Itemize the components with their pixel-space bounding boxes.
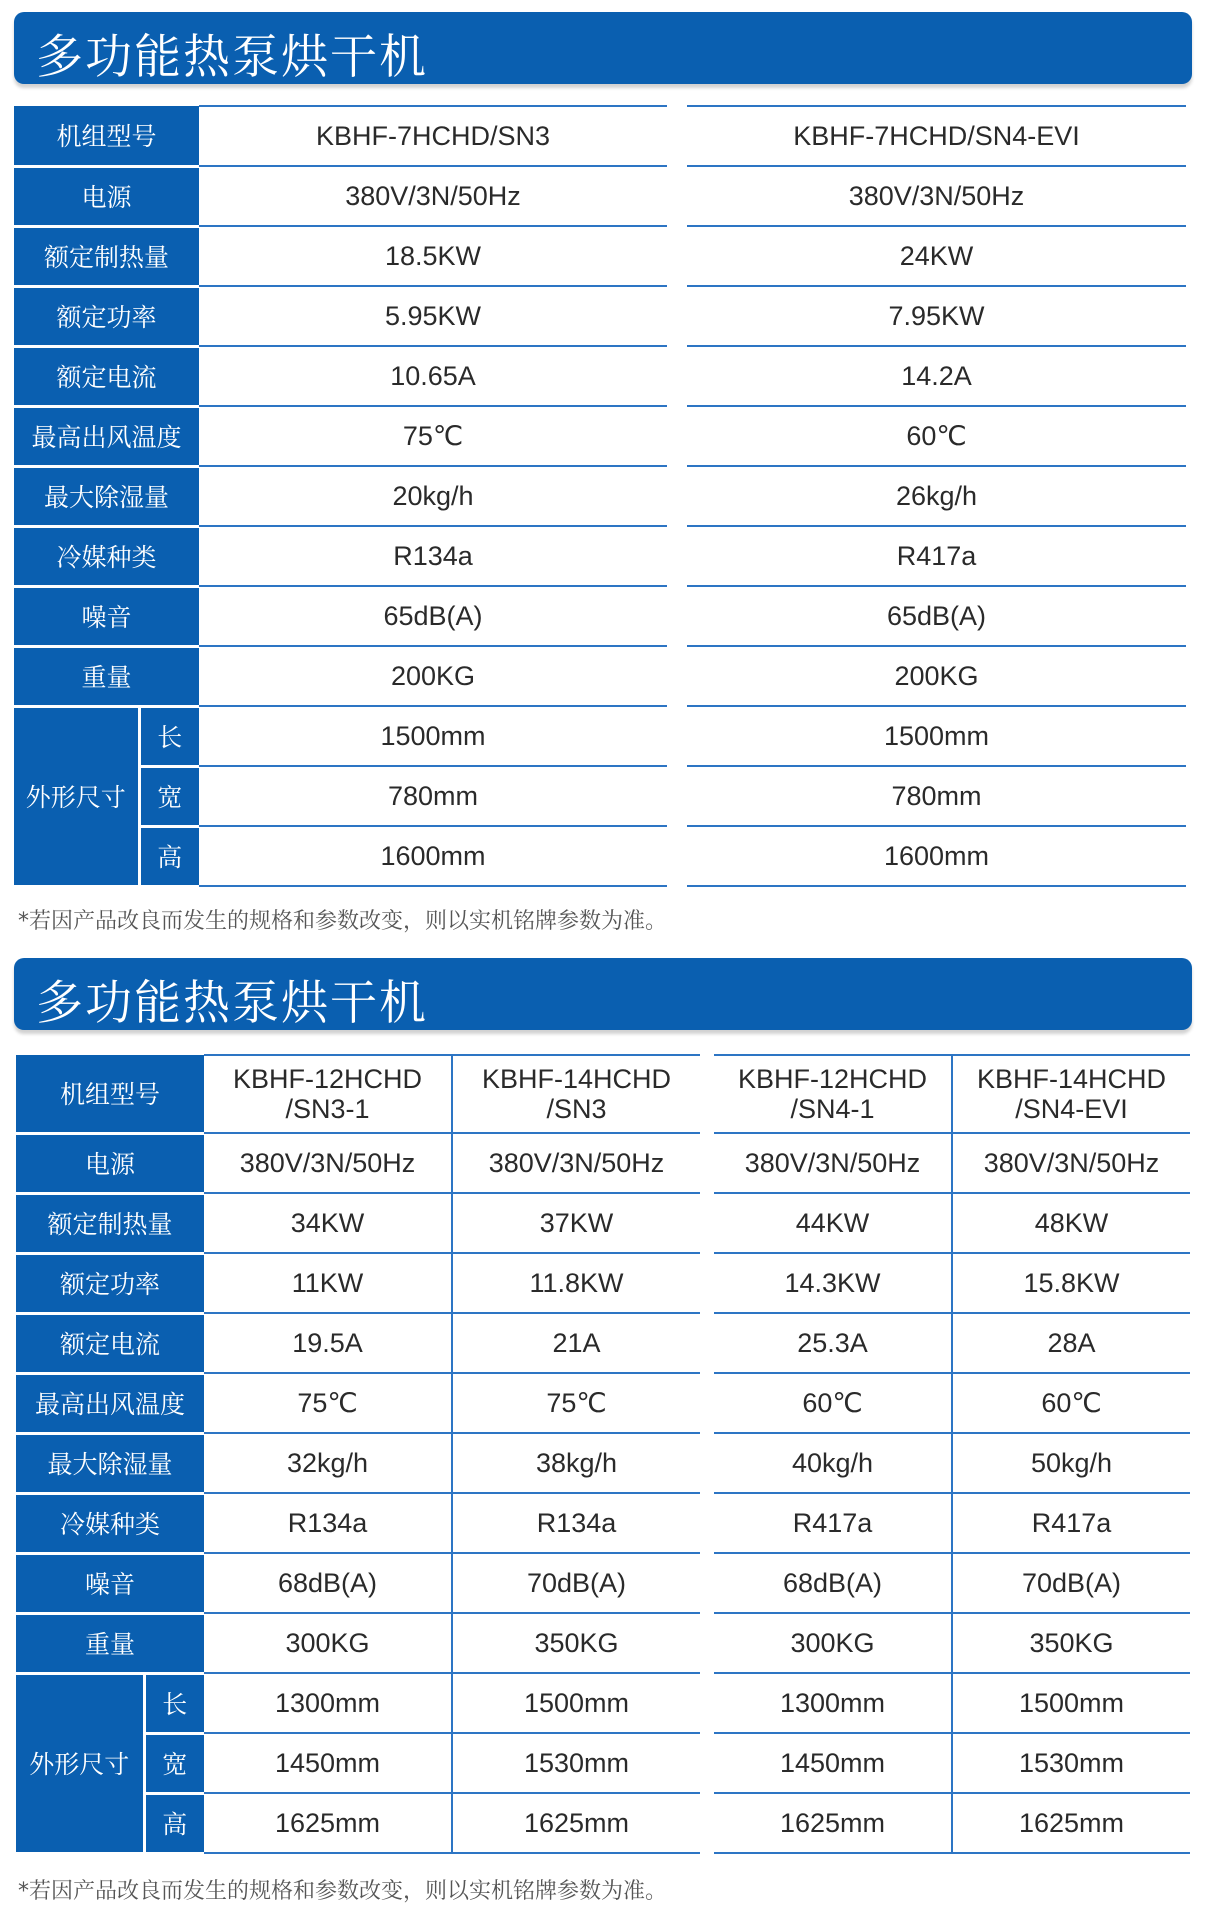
cell-weight: 350KG xyxy=(452,1613,700,1673)
cell-max-dehumidification: 40kg/h xyxy=(714,1433,952,1493)
row-label-height: 高 xyxy=(139,826,199,886)
row-label-max-outlet-temp: 最高出风温度 xyxy=(16,1373,204,1433)
table-row xyxy=(16,1253,1190,1313)
table-row xyxy=(16,1793,1190,1853)
section2-spec-table xyxy=(16,1054,1190,1855)
model-line1: KBHF-14HCHD xyxy=(482,1064,672,1094)
cell-rated-power: 7.95KW xyxy=(687,286,1186,346)
table-row xyxy=(14,706,1186,766)
row-label-length: 长 xyxy=(144,1673,204,1733)
table-row xyxy=(14,406,1186,466)
cell-length: 1300mm xyxy=(714,1673,952,1733)
table-row xyxy=(14,586,1186,646)
table-row xyxy=(14,526,1186,586)
cell-max-outlet-temp: 75℃ xyxy=(199,406,667,466)
cell-noise: 65dB(A) xyxy=(199,586,667,646)
table-row xyxy=(14,826,1186,886)
table-row xyxy=(16,1193,1190,1253)
cell-max-dehumidification: 26kg/h xyxy=(687,466,1186,526)
cell-weight: 200KG xyxy=(199,646,667,706)
cell-weight: 200KG xyxy=(687,646,1186,706)
cell-heating-capacity: 34KW xyxy=(204,1193,452,1253)
cell-model: KBHF-7HCHD/SN3 xyxy=(199,106,667,166)
cell-model xyxy=(204,1055,452,1133)
cell-length: 1300mm xyxy=(204,1673,452,1733)
section2-footnote: *若因产品改良而发生的规格和参数改变，则以实机铭牌参数为准。 xyxy=(18,1879,668,1904)
row-label-max-outlet-temp: 最高出风温度 xyxy=(14,406,199,466)
cell-rated-current: 25.3A xyxy=(714,1313,952,1373)
row-label-width: 宽 xyxy=(144,1733,204,1793)
row-label-rated-current: 额定电流 xyxy=(16,1313,204,1373)
cell-max-dehumidification: 20kg/h xyxy=(199,466,667,526)
cell-rated-power: 5.95KW xyxy=(199,286,667,346)
model-line1: KBHF-12HCHD xyxy=(233,1064,423,1094)
cell-max-outlet-temp: 60℃ xyxy=(952,1373,1190,1433)
section1-spec-table xyxy=(14,105,1186,888)
cell-length: 1500mm xyxy=(687,706,1186,766)
row-label-model: 机组型号 xyxy=(14,106,199,166)
row-label-dimensions: 外形尺寸 xyxy=(14,706,139,886)
model-line1: KBHF-14HCHD xyxy=(977,1064,1167,1094)
table-row xyxy=(16,1133,1190,1193)
cell-rated-current: 28A xyxy=(952,1313,1190,1373)
table-row xyxy=(14,166,1186,226)
cell-max-dehumidification: 50kg/h xyxy=(952,1433,1190,1493)
table-row xyxy=(14,286,1186,346)
section2-title-banner xyxy=(14,958,1192,1030)
row-label-height: 高 xyxy=(144,1793,204,1853)
cell-model: KBHF-7HCHD/SN4-EVI xyxy=(687,106,1186,166)
cell-max-dehumidification: 32kg/h xyxy=(204,1433,452,1493)
table-row xyxy=(16,1673,1190,1733)
cell-max-outlet-temp: 75℃ xyxy=(452,1373,700,1433)
row-label-power-supply: 电源 xyxy=(14,166,199,226)
table-row xyxy=(14,646,1186,706)
cell-height: 1600mm xyxy=(199,826,667,886)
cell-max-dehumidification: 38kg/h xyxy=(452,1433,700,1493)
section1-title: 多功能热泵烘干机 xyxy=(36,30,428,85)
cell-max-outlet-temp: 60℃ xyxy=(687,406,1186,466)
cell-width: 780mm xyxy=(199,766,667,826)
cell-length: 1500mm xyxy=(199,706,667,766)
row-label-rated-current: 额定电流 xyxy=(14,346,199,406)
cell-heating-capacity: 24KW xyxy=(687,226,1186,286)
model-line2: /SN3-1 xyxy=(285,1094,370,1124)
cell-width: 780mm xyxy=(687,766,1186,826)
row-label-power-supply: 电源 xyxy=(16,1133,204,1193)
table-row xyxy=(16,1373,1190,1433)
table-row xyxy=(14,346,1186,406)
cell-noise: 68dB(A) xyxy=(204,1553,452,1613)
cell-weight: 300KG xyxy=(714,1613,952,1673)
cell-power-supply: 380V/3N/50Hz xyxy=(687,166,1186,226)
cell-noise: 70dB(A) xyxy=(952,1553,1190,1613)
cell-rated-current: 14.2A xyxy=(687,346,1186,406)
cell-heating-capacity: 18.5KW xyxy=(199,226,667,286)
cell-rated-power: 15.8KW xyxy=(952,1253,1190,1313)
row-label-max-dehumidification: 最大除湿量 xyxy=(16,1433,204,1493)
cell-rated-current: 19.5A xyxy=(204,1313,452,1373)
row-label-weight: 重量 xyxy=(14,646,199,706)
cell-rated-power: 11KW xyxy=(204,1253,452,1313)
cell-rated-current: 21A xyxy=(452,1313,700,1373)
cell-length: 1500mm xyxy=(452,1673,700,1733)
cell-heating-capacity: 48KW xyxy=(952,1193,1190,1253)
model-line1: KBHF-12HCHD xyxy=(738,1064,928,1094)
row-label-length: 长 xyxy=(139,706,199,766)
cell-height: 1625mm xyxy=(452,1793,700,1853)
table-row xyxy=(16,1613,1190,1673)
row-label-rated-power: 额定功率 xyxy=(16,1253,204,1313)
cell-height: 1625mm xyxy=(204,1793,452,1853)
table-row xyxy=(14,466,1186,526)
cell-refrigerant: R134a xyxy=(452,1493,700,1553)
model-line2: /SN4-1 xyxy=(790,1094,875,1124)
model-line2: /SN3 xyxy=(546,1094,607,1124)
row-label-refrigerant: 冷媒种类 xyxy=(16,1493,204,1553)
cell-max-outlet-temp: 75℃ xyxy=(204,1373,452,1433)
cell-noise: 68dB(A) xyxy=(714,1553,952,1613)
row-label-heating-capacity: 额定制热量 xyxy=(14,226,199,286)
cell-width: 1530mm xyxy=(452,1733,700,1793)
table-row xyxy=(16,1493,1190,1553)
cell-power-supply: 380V/3N/50Hz xyxy=(952,1133,1190,1193)
cell-length: 1500mm xyxy=(952,1673,1190,1733)
cell-weight: 300KG xyxy=(204,1613,452,1673)
row-label-weight: 重量 xyxy=(16,1613,204,1673)
cell-refrigerant: R417a xyxy=(687,526,1186,586)
section2-title: 多功能热泵烘干机 xyxy=(36,976,428,1031)
cell-model xyxy=(452,1055,700,1133)
cell-width: 1450mm xyxy=(714,1733,952,1793)
table-row xyxy=(16,1553,1190,1613)
row-label-model: 机组型号 xyxy=(16,1055,204,1133)
section1-title-banner xyxy=(14,12,1192,84)
cell-height: 1600mm xyxy=(687,826,1186,886)
row-label-dimensions: 外形尺寸 xyxy=(16,1673,144,1853)
cell-model xyxy=(952,1055,1190,1133)
cell-refrigerant: R134a xyxy=(199,526,667,586)
cell-height: 1625mm xyxy=(952,1793,1190,1853)
cell-heating-capacity: 37KW xyxy=(452,1193,700,1253)
cell-power-supply: 380V/3N/50Hz xyxy=(714,1133,952,1193)
cell-noise: 70dB(A) xyxy=(452,1553,700,1613)
table-row xyxy=(16,1733,1190,1793)
cell-weight: 350KG xyxy=(952,1613,1190,1673)
cell-rated-current: 10.65A xyxy=(199,346,667,406)
cell-power-supply: 380V/3N/50Hz xyxy=(452,1133,700,1193)
cell-noise: 65dB(A) xyxy=(687,586,1186,646)
row-label-max-dehumidification: 最大除湿量 xyxy=(14,466,199,526)
table-row xyxy=(14,106,1186,166)
row-label-noise: 噪音 xyxy=(14,586,199,646)
section1-footnote: *若因产品改良而发生的规格和参数改变，则以实机铭牌参数为准。 xyxy=(18,909,668,934)
row-label-rated-power: 额定功率 xyxy=(14,286,199,346)
cell-power-supply: 380V/3N/50Hz xyxy=(199,166,667,226)
model-line2: /SN4-EVI xyxy=(1015,1094,1128,1124)
cell-power-supply: 380V/3N/50Hz xyxy=(204,1133,452,1193)
cell-max-outlet-temp: 60℃ xyxy=(714,1373,952,1433)
cell-model xyxy=(714,1055,952,1133)
cell-width: 1530mm xyxy=(952,1733,1190,1793)
table-row xyxy=(14,226,1186,286)
row-label-noise: 噪音 xyxy=(16,1553,204,1613)
row-label-width: 宽 xyxy=(139,766,199,826)
table-row xyxy=(16,1055,1190,1133)
table-row xyxy=(16,1313,1190,1373)
row-label-heating-capacity: 额定制热量 xyxy=(16,1193,204,1253)
cell-rated-power: 14.3KW xyxy=(714,1253,952,1313)
cell-height: 1625mm xyxy=(714,1793,952,1853)
cell-heating-capacity: 44KW xyxy=(714,1193,952,1253)
cell-refrigerant: R134a xyxy=(204,1493,452,1553)
cell-refrigerant: R417a xyxy=(952,1493,1190,1553)
table-row xyxy=(14,766,1186,826)
row-label-refrigerant: 冷媒种类 xyxy=(14,526,199,586)
cell-width: 1450mm xyxy=(204,1733,452,1793)
cell-rated-power: 11.8KW xyxy=(452,1253,700,1313)
table-row xyxy=(16,1433,1190,1493)
cell-refrigerant: R417a xyxy=(714,1493,952,1553)
